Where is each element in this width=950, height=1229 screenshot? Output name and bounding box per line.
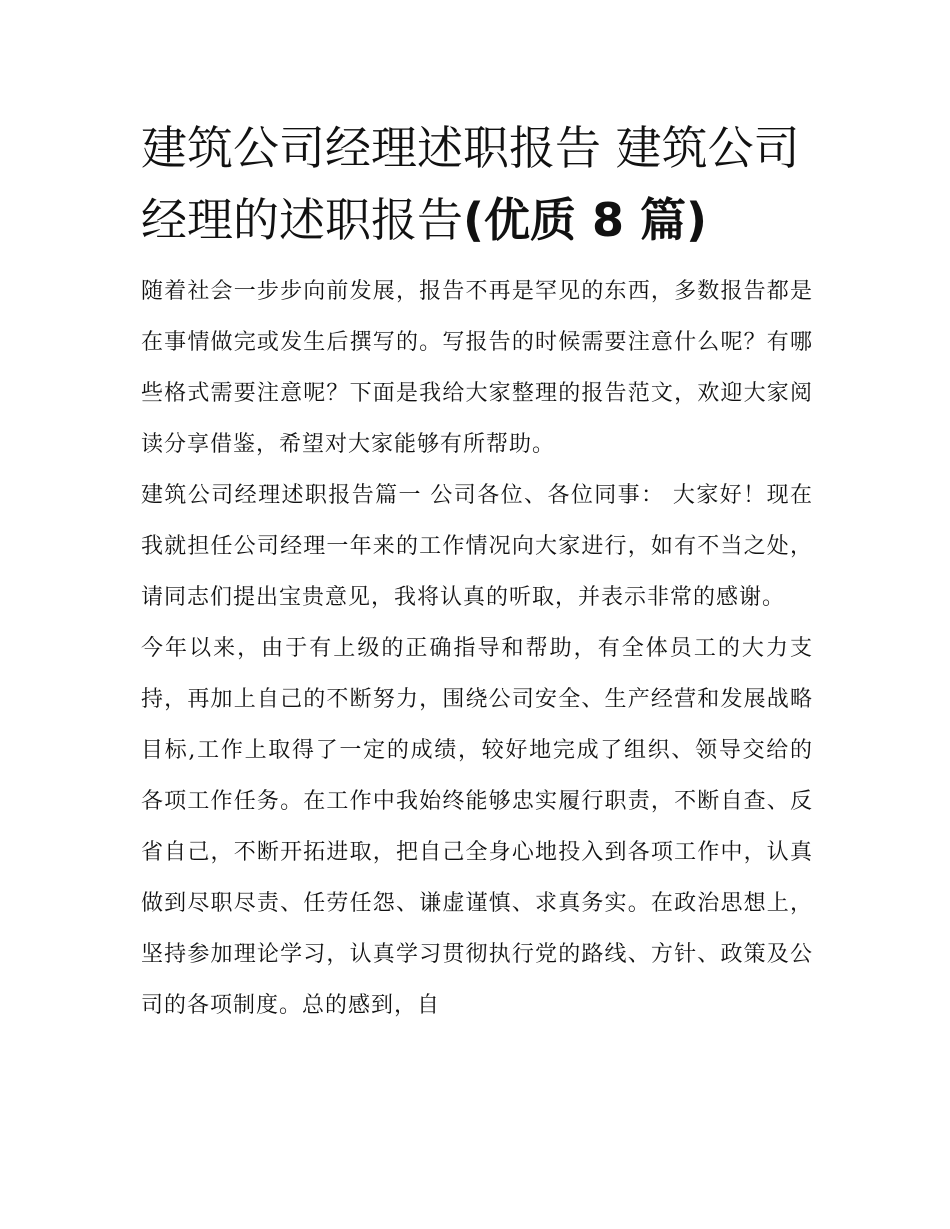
document-title-main: 建筑公司经理述职报告 建筑公司经理的述职报告 — [141, 121, 800, 247]
paragraph-greeting: 建筑公司经理述职报告篇一 公司各位、各位同事： 大家好！现在我就担任公司经理一年来的工作情况向大家进行，如有不当之处，请同志们提出宝贵意见，我将认真的听取，并表示非常的感谢。 — [141, 483, 813, 610]
paragraph-work-summary: 今年以来，由于有上级的正确指导和帮助，有全体员工的大力支持，再加上自己的不断努力，围绕公司安全、生产经营和发展战略目标,工作上取得了一定的成绩，较好地完成了组织、领导交给的各项工作任务。在工作中我始终能够忠实履行职责，不断自查、反省自己，不断开拓进取，把自己全身心地投入到各项工作中，认真做到尽职尽责、任劳任怨、谦虚谨慎、求真务实。在政治思想上，坚持参加理论学习，认真学习贯彻执行党的路线、方针、政策及公司的各项制度。总的感到，自 — [141, 636, 813, 1018]
paragraph-intro: 随着社会一步步向前发展，报告不再是罕见的东西，多数报告都是在事情做完或发生后撰写的。写报告的时候需要注意什么呢？有哪些格式需要注意呢？下面是我给大家整理的报告范文，欢迎大家阅读分享借鉴，希望对大家能够有所帮助。 — [141, 279, 813, 457]
document-title — [141, 112, 813, 256]
document-title-suffix: (优质 8 篇) — [463, 193, 708, 247]
document-body — [141, 112, 813, 1031]
